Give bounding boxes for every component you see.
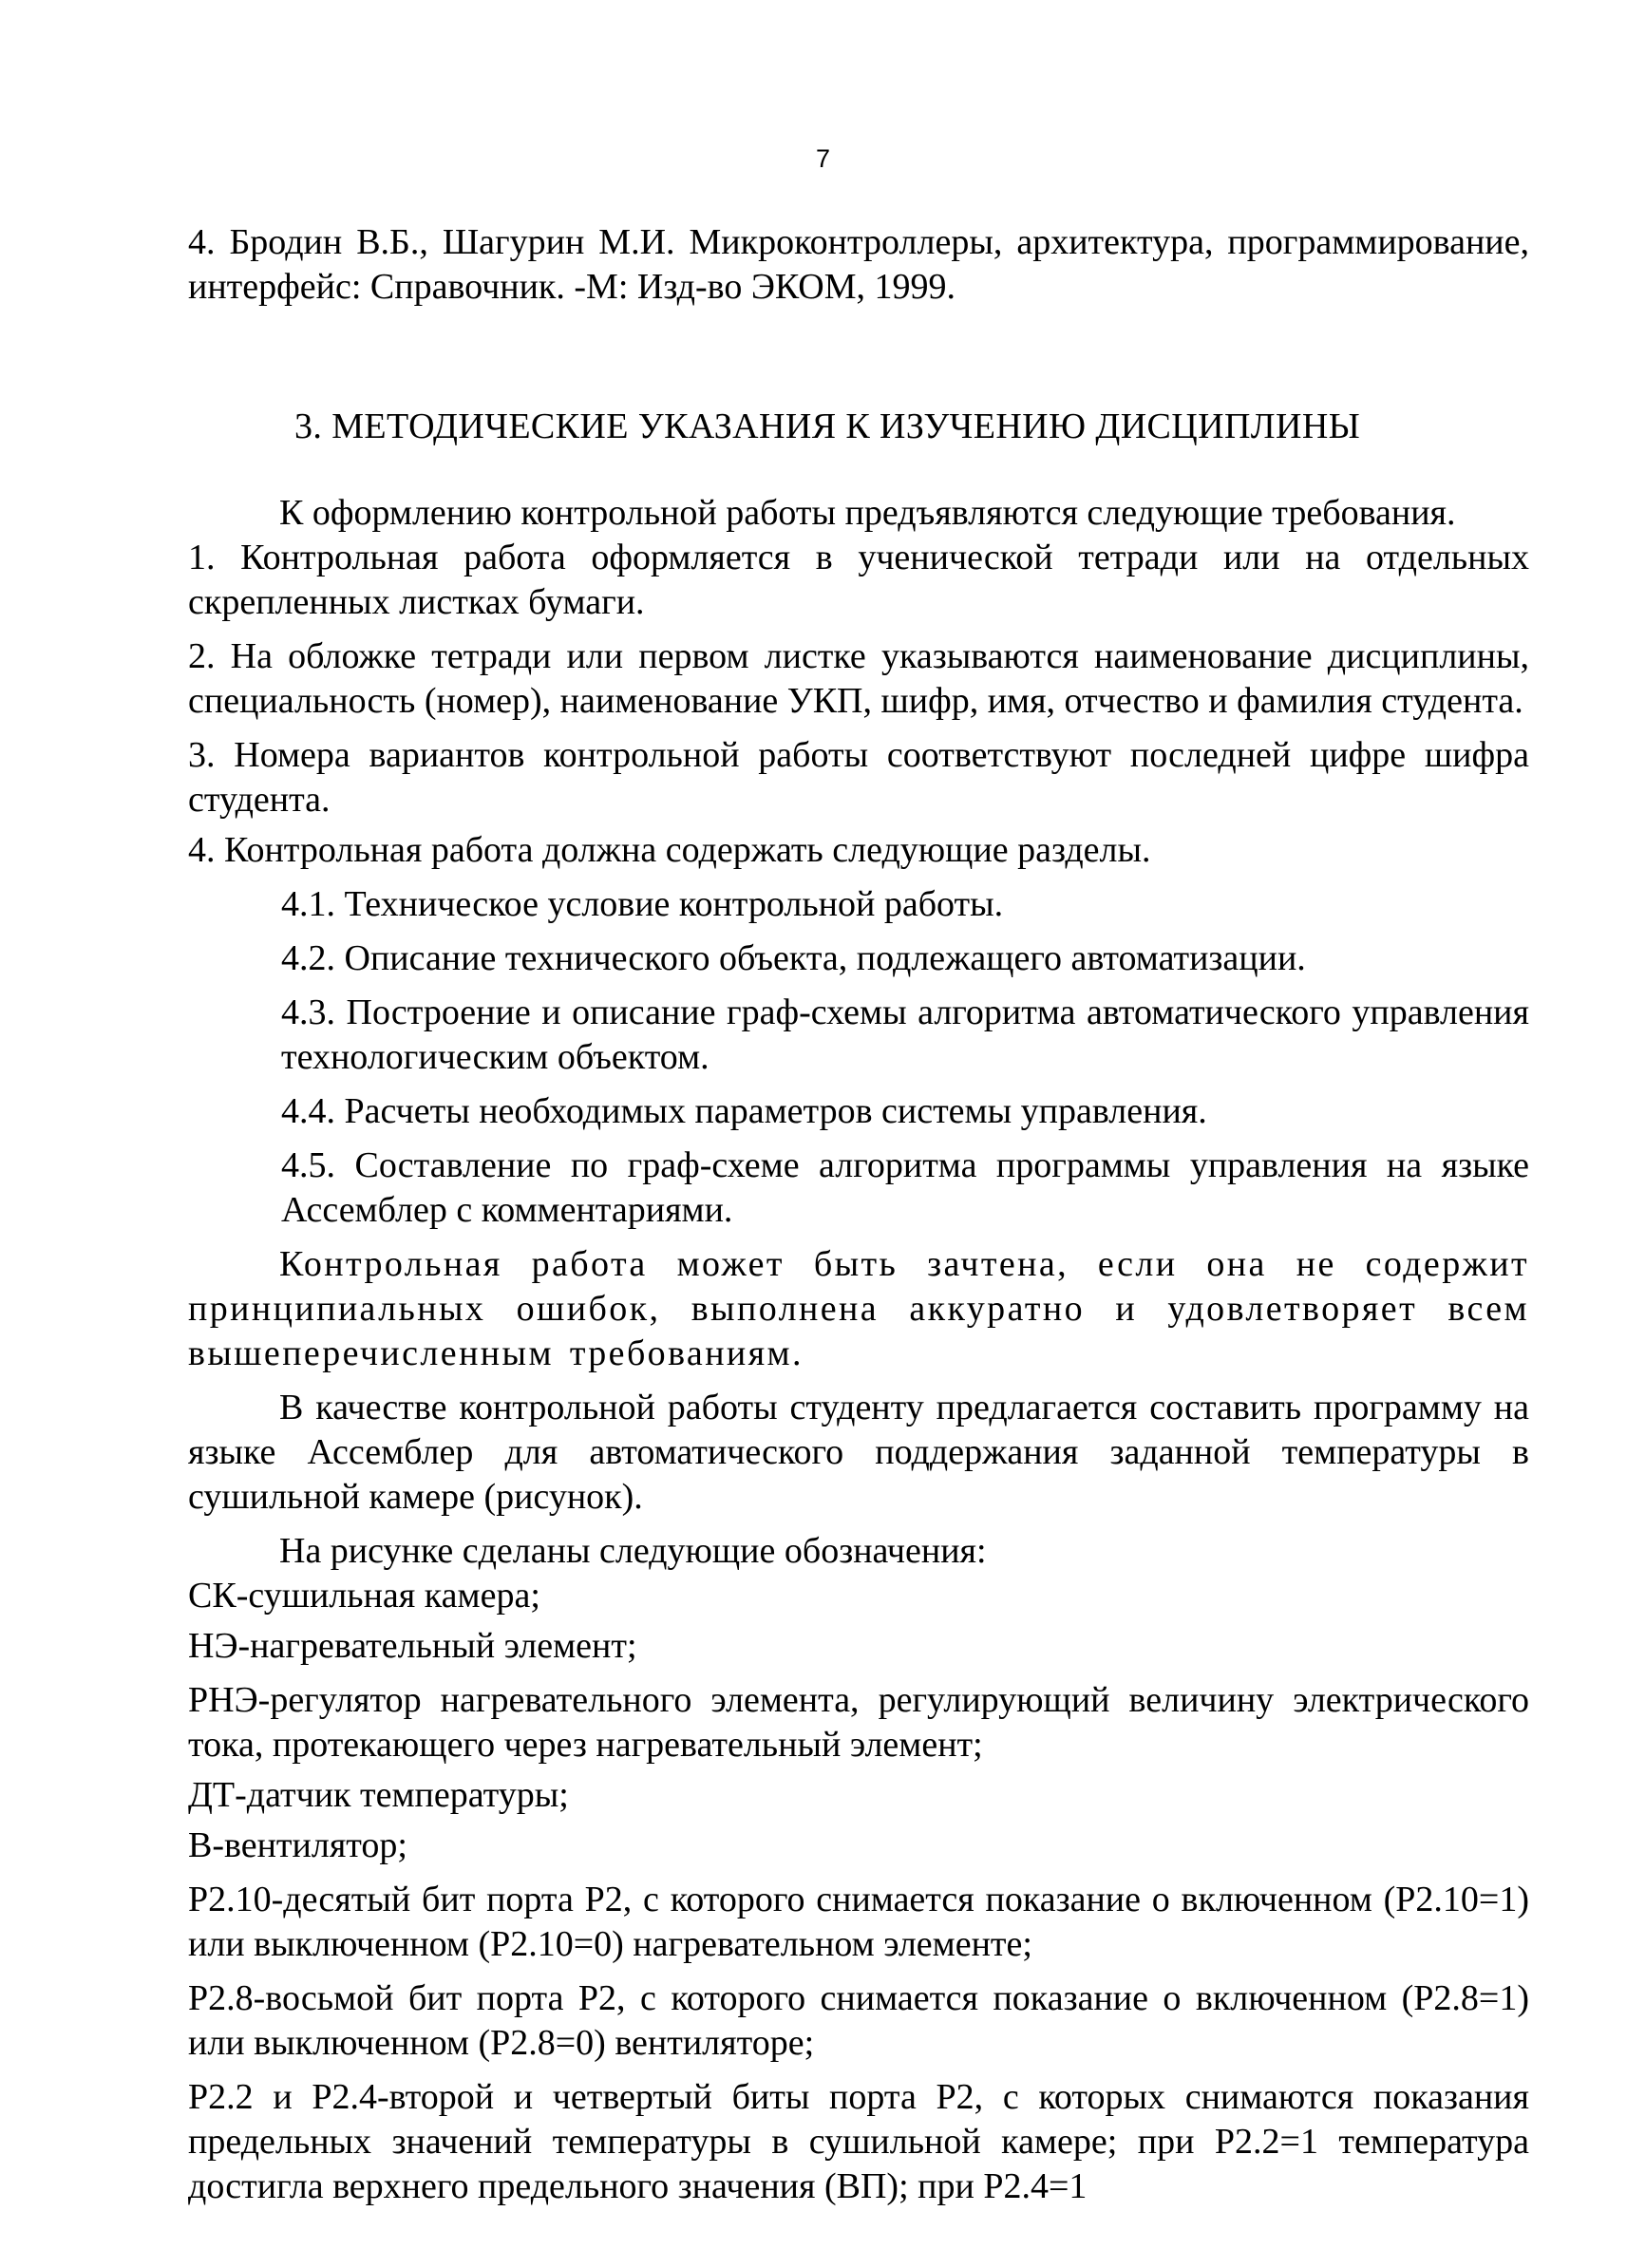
legend-item-p2-2-p2-4: Р2.2 и Р2.4-второй и четвертый биты порта Р2, с которых снимаются показания предельных значений температуры в сушильной камере; при Р2.2=1 температура достигла верхнего предельного значения (ВП); при Р2.4=1: [188, 2077, 1529, 2206]
section-item-4-1: 4.1. Техническое условие контрольной работы.: [281, 884, 1004, 924]
legend-item-ne: НЭ-нагревательный элемент;: [188, 1626, 637, 1666]
legend-item-rne: РНЭ-регулятор нагревательного элемента, регулирующий величину электрического тока, протекающего через нагревательный элемент;: [188, 1680, 1529, 1765]
section-item-4-4: 4.4. Расчеты необходимых параметров системы управления.: [281, 1091, 1207, 1131]
legend-intro: На рисунке сделаны следующие обозначения:: [279, 1531, 987, 1571]
section-item-4-5: 4.5. Составление по граф-схеме алгоритма программы управления на языке Ассемблер с комментариями.: [281, 1145, 1529, 1230]
reference-item: 4. Бродин В.Б., Шагурин М.И. Микроконтроллеры, архитектура, программирование, интерфейс: Справочник. -М: Изд-во ЭКОМ, 1999.: [188, 222, 1529, 307]
requirement-item-2: 2. На обложке тетради или первом листке указываются наименование дисциплины, специальность (номер), наименование УКП, шифр, имя, отчество и фамилия студента.: [188, 636, 1529, 721]
section-item-4-2: 4.2. Описание технического объекта, подлежащего автоматизации.: [281, 938, 1306, 978]
legend-item-v: В-вентилятор;: [188, 1825, 407, 1865]
requirement-item-1: 1. Контрольная работа оформляется в ученической тетради или на отдельных скрепленных листках бумаги.: [188, 538, 1529, 622]
legend-item-p2-10: Р2.10-десятый бит порта Р2, с которого снимается показание о включенном (Р2.10=1) или выключенном (Р2.10=0) нагревательном элементе;: [188, 1880, 1529, 1964]
requirements-intro: К оформлению контрольной работы предъявляются следующие требования.: [279, 493, 1456, 533]
section-item-4-3: 4.3. Построение и описание граф-схемы алгоритма автоматического управления технологическим объектом.: [281, 992, 1529, 1077]
legend-item-dt: ДТ-датчик температуры;: [188, 1775, 569, 1815]
legend-item-p2-8: Р2.8-восьмой бит порта Р2, с которого снимается показание о включенном (Р2.8=1) или выключенном (Р2.8=0) вентиляторе;: [188, 1978, 1529, 2063]
legend-item-sk: СК-сушильная камера;: [188, 1576, 540, 1616]
requirement-item-4: 4. Контрольная работа должна содержать следующие разделы.: [188, 830, 1151, 870]
page-content: [188, 220, 1529, 2209]
page-number: 7: [815, 144, 831, 173]
requirement-item-3: 3. Номера вариантов контрольной работы соответствуют последней цифре шифра студента.: [188, 735, 1529, 820]
section-heading: 3. МЕТОДИЧЕСКИЕ УКАЗАНИЯ К ИЗУЧЕНИЮ ДИСЦИПЛИНЫ: [294, 406, 1361, 446]
task-paragraph: В качестве контрольной работы студенту предлагается составить программу на языке Ассемблер для автоматического поддержания заданной температуры в сушильной камере (рисунок).: [188, 1388, 1529, 1517]
credit-paragraph: Контрольная работа может быть зачтена, если она не содержит принципиальных ошибок, выполнена аккуратно и удовлетворяет всем вышеперечисленным требованиям.: [188, 1244, 1529, 1373]
